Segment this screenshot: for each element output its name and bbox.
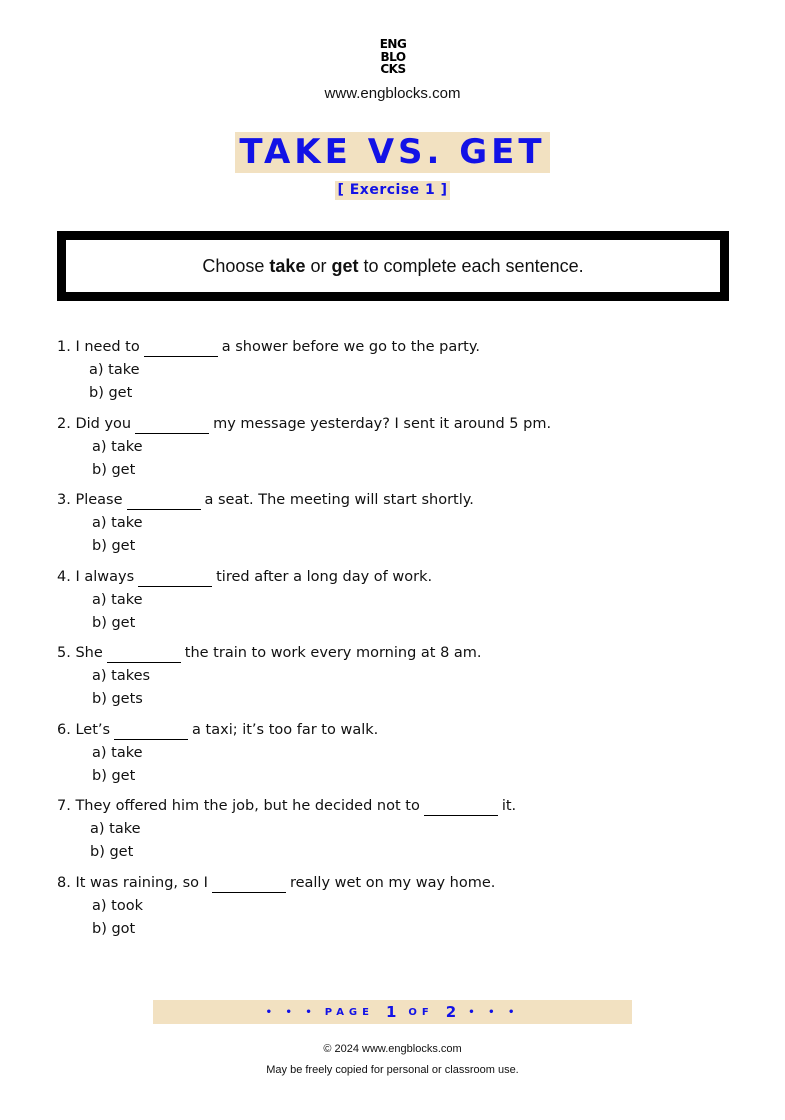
engblocks-logo xyxy=(376,38,410,76)
option-a: a) take xyxy=(89,362,140,378)
option-b: b) get xyxy=(89,385,133,401)
option-a: a) take xyxy=(90,821,141,837)
option-b: b) get xyxy=(92,615,136,631)
question-sentence: 1. I need to a shower before we go to the party. xyxy=(57,339,480,355)
question-7 xyxy=(57,795,516,864)
instruction-text: Choose take or get to complete each sentence. xyxy=(202,255,584,276)
question-sentence: 5. She the train to work every morning at 8 am. xyxy=(57,645,482,661)
instruction-box xyxy=(57,231,729,301)
exercise-label: [ Exercise 1 ] xyxy=(337,182,448,198)
question-sentence: 7. They offered him the job, but he decided not to it. xyxy=(57,798,517,814)
title-wrap xyxy=(0,132,785,173)
option-a: a) take xyxy=(92,745,143,761)
answer-blank[interactable] xyxy=(212,874,286,893)
option-b: b) get xyxy=(92,768,136,784)
question-sentence: 8. It was raining, so I really wet on my way home. xyxy=(57,875,496,891)
answer-blank[interactable] xyxy=(127,491,201,510)
page-total: 2 xyxy=(445,1003,457,1021)
option-a: a) take xyxy=(92,592,143,608)
question-3 xyxy=(57,489,474,558)
answer-blank[interactable] xyxy=(107,644,181,663)
question-sentence: 3. Please a seat. The meeting will start shortly. xyxy=(57,492,474,508)
subtitle-wrap xyxy=(0,179,785,200)
answer-blank[interactable] xyxy=(135,415,209,434)
option-b: b) get xyxy=(90,844,134,860)
option-a: a) takes xyxy=(92,668,151,684)
answer-blank[interactable] xyxy=(424,797,498,816)
question-2 xyxy=(57,413,551,482)
dots-right: • • • xyxy=(468,1006,520,1018)
answer-blank[interactable] xyxy=(114,721,188,740)
question-1 xyxy=(57,336,480,405)
logo-line-3: CKS xyxy=(380,62,406,76)
page-word: PAGE xyxy=(324,1006,374,1018)
question-5 xyxy=(57,642,482,711)
logo-line-1: ENG xyxy=(379,37,407,51)
answer-blank[interactable] xyxy=(138,568,212,587)
copyright-text: © 2024 www.engblocks.com xyxy=(323,1043,462,1055)
logo-line-2: BLO xyxy=(380,49,406,64)
option-b: b) gets xyxy=(92,691,143,707)
question-4 xyxy=(57,566,432,635)
question-6 xyxy=(57,719,378,788)
page-indicator xyxy=(153,1000,632,1024)
question-8 xyxy=(57,872,495,941)
worksheet-title: TAKE VS. GET xyxy=(235,132,549,173)
option-b: b) get xyxy=(92,538,136,554)
answer-blank[interactable] xyxy=(144,338,218,357)
option-b: b) get xyxy=(92,462,136,478)
site-url: www.engblocks.com xyxy=(324,85,461,102)
option-a: a) took xyxy=(92,898,143,914)
option-b: b) got xyxy=(92,921,136,937)
license-text: May be freely copied for personal or classroom use. xyxy=(266,1064,519,1076)
question-sentence: 2. Did you my message yesterday? I sent it around 5 pm. xyxy=(57,416,552,432)
dots-left: • • • xyxy=(265,1006,317,1018)
page-current: 1 xyxy=(385,1003,397,1021)
of-word: OF xyxy=(408,1006,434,1018)
option-a: a) take xyxy=(92,439,143,455)
question-sentence: 6. Let’s a taxi; it’s too far to walk. xyxy=(57,722,379,738)
question-sentence: 4. I always tired after a long day of work. xyxy=(57,569,433,585)
option-a: a) take xyxy=(92,515,143,531)
